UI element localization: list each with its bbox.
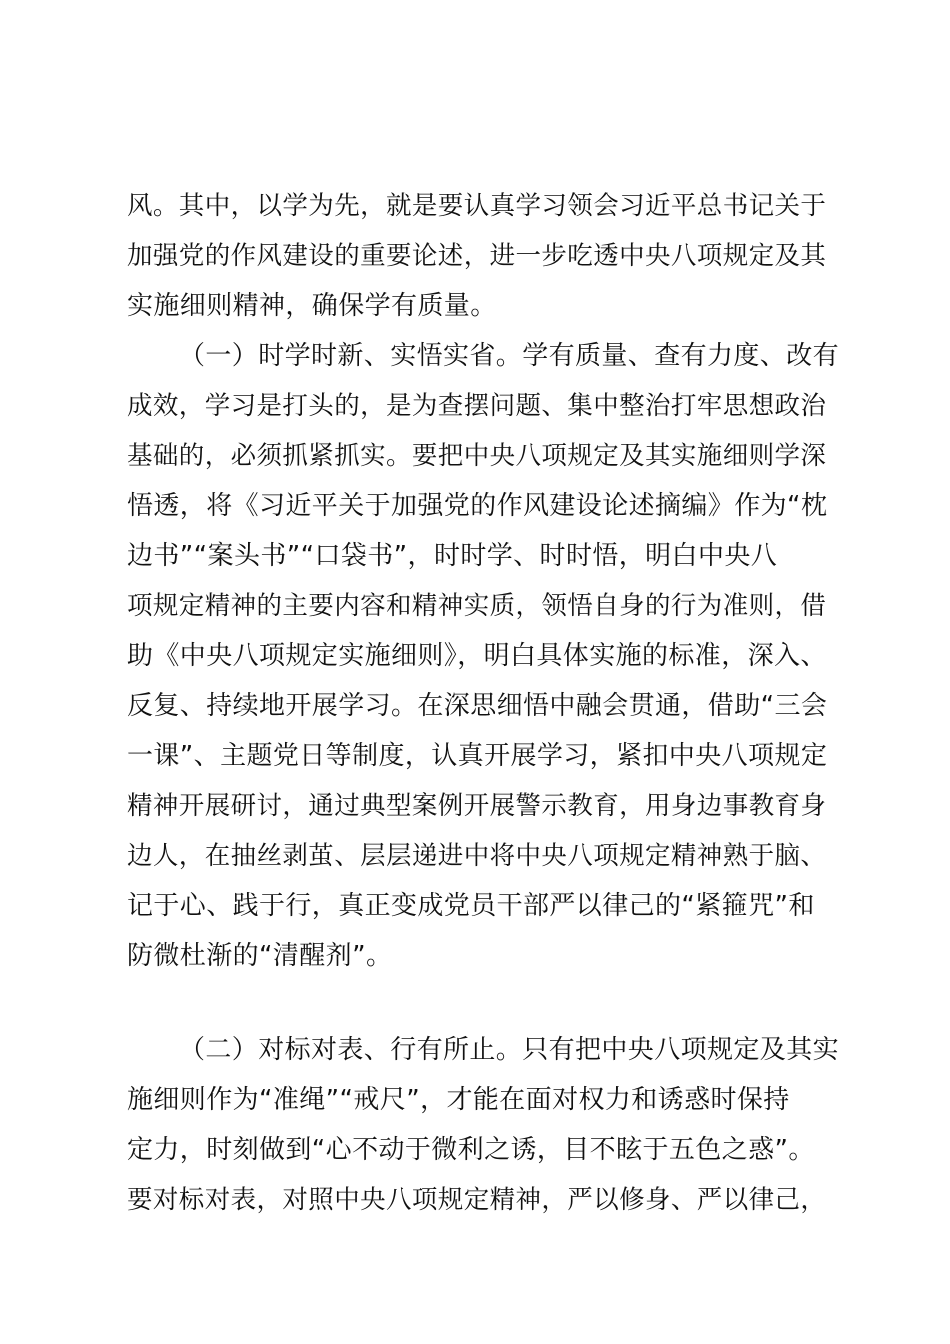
text-line: 悟透，将《习近平关于加强党的作风建设论述摘编》作为“枕: [127, 491, 828, 521]
text-line: 施细则作为“准绳”“戒尺”，才能在面对权力和诱惑时保持: [127, 1085, 790, 1115]
text-line: 防微杜渐的“清醒剂”。: [127, 941, 393, 971]
text-line: 定力，时刻做到“心不动于微利之诱，目不眩于五色之惑”。: [127, 1135, 815, 1165]
text-line: 要对标对表，对照中央八项规定精神，严以修身、严以律己，: [127, 1185, 827, 1215]
text-line: 反复、持续地开展学习。在深思细悟中融会贯通，借助“三会: [127, 691, 828, 721]
text-line: 项规定精神的主要内容和精神实质，领悟自身的行为准则，借: [127, 591, 827, 621]
text-line: 记于心、践于行，真正变成党员干部严以律己的“紧箍咒”和: [127, 891, 815, 921]
text-line: 边书”“案头书”“口袋书”，时时学、时时悟，明白中央八: [127, 541, 778, 571]
text-line: （二）对标对表、行有所止。只有把中央八项规定及其实: [179, 1035, 840, 1065]
text-line: 风。其中，以学为先，就是要认真学习领会习近平总书记关于: [127, 191, 827, 221]
text-line: 基础的，必须抓紧抓实。要把中央八项规定及其实施细则学深: [127, 441, 827, 471]
text-line: 加强党的作风建设的重要论述，进一步吃透中央八项规定及其: [127, 241, 827, 271]
text-line: 边人，在抽丝剥茧、层层递进中将中央八项规定精神熟于脑、: [127, 841, 827, 871]
text-line: （一）时学时新、实悟实省。学有质量、查有力度、改有: [179, 341, 840, 371]
text-line: 助《中央八项规定实施细则》，明白具体实施的标准，深入、: [127, 641, 827, 671]
text-line: 实施细则精神，确保学有质量。: [127, 291, 497, 321]
text-line: 精神开展研讨，通过典型案例开展警示教育，用身边事教育身: [127, 791, 827, 821]
text-line: 成效，学习是打头的，是为查摆问题、集中整治打牢思想政治: [127, 391, 827, 421]
text-line: 一课”、主题党日等制度，认真开展学习，紧扣中央八项规定: [127, 741, 828, 771]
